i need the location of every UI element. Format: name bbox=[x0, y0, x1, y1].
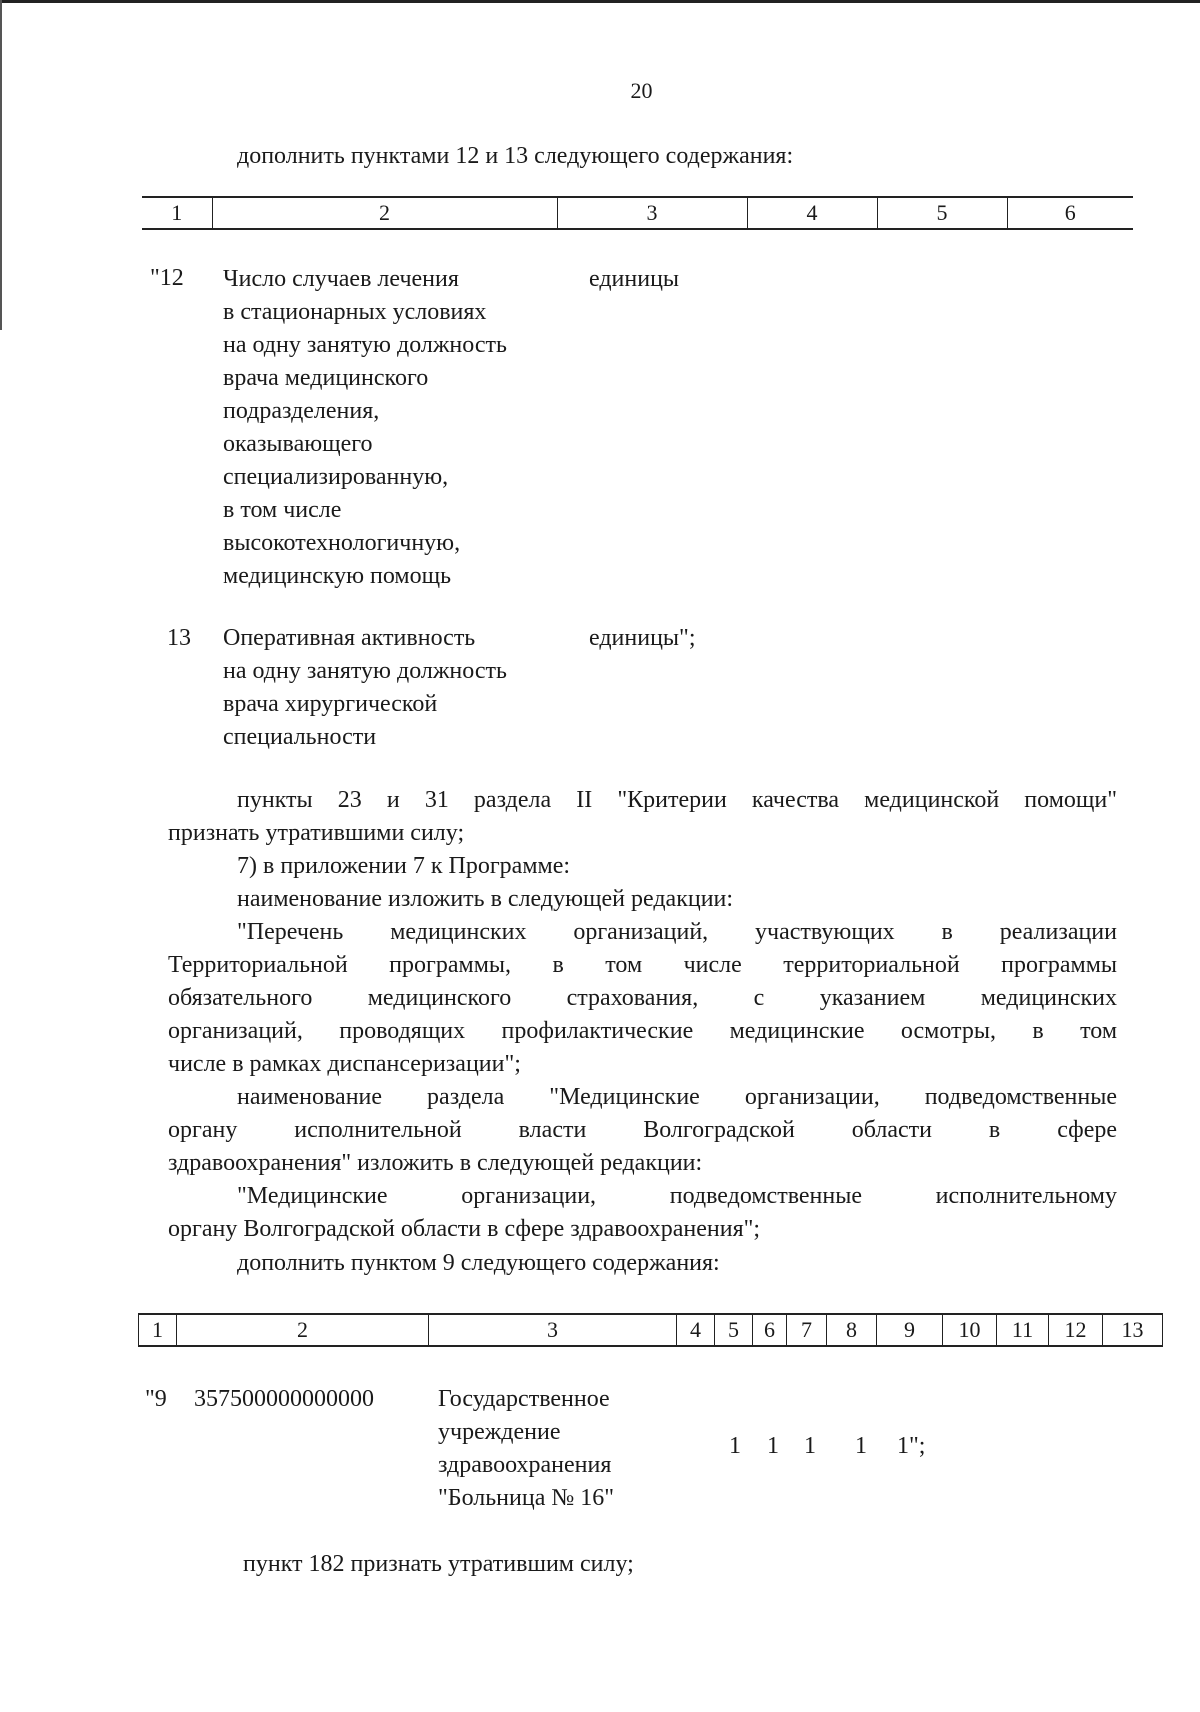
final-line: пункт 182 признать утратившим силу; bbox=[243, 1551, 634, 1577]
intro-line: дополнить пунктами 12 и 13 следующего содержания: bbox=[237, 143, 794, 169]
item-7: 7) в приложении 7 к Программе: bbox=[237, 853, 571, 879]
table2-col-header: 3 bbox=[429, 1314, 677, 1346]
row13-number: 13 bbox=[167, 625, 191, 651]
perechen-line2: Территориальной программы, в том числе территориальной программы bbox=[168, 952, 1117, 978]
table2-col-header: 13 bbox=[1103, 1314, 1163, 1346]
table1-col-header: 1 bbox=[142, 197, 212, 229]
table2-col-header: 7 bbox=[787, 1314, 827, 1346]
table1-col-header: 3 bbox=[557, 197, 747, 229]
section-name-line3: здравоохранения" изложить в следующей редакции: bbox=[168, 1150, 703, 1176]
med-orgs-line2: органу Волгоградской области в сфере здравоохранения"; bbox=[168, 1216, 761, 1242]
perechen-line5: числе в рамках диспансеризации"; bbox=[168, 1051, 521, 1077]
row9-code: 357500000000000 bbox=[194, 1386, 374, 1412]
row9-col4: 1 bbox=[729, 1433, 741, 1459]
section-name-line1: наименование раздела "Медицинские организации, подведомственные bbox=[237, 1084, 1117, 1110]
row9-col5: 1 bbox=[767, 1433, 779, 1459]
row13-unit: единицы"; bbox=[589, 625, 696, 651]
table2-header bbox=[138, 1313, 1163, 1347]
table2-col-header: 11 bbox=[997, 1314, 1049, 1346]
row13-name: Оперативная активность на одну занятую должность врача хирургической специальности bbox=[223, 625, 507, 750]
table2-col-header: 10 bbox=[943, 1314, 997, 1346]
table2-col-header: 6 bbox=[753, 1314, 787, 1346]
table2-col-header: 1 bbox=[139, 1314, 177, 1346]
table2-col-header: 12 bbox=[1049, 1314, 1103, 1346]
table1-col-header: 6 bbox=[1007, 197, 1133, 229]
table1-col-header: 2 bbox=[212, 197, 557, 229]
row12-number: "12 bbox=[150, 265, 184, 291]
perechen-line3: обязательного медицинского страхования, с указанием медицинских bbox=[168, 985, 1117, 1011]
table2-col-header: 2 bbox=[177, 1314, 429, 1346]
section-name-line2: органу исполнительной власти Волгоградской области в сфере bbox=[168, 1117, 1117, 1143]
row12-name: Число случаев лечения в стационарных условиях на одну занятую должность врача медицинского подразделения, оказывающего специализированную, в том числе высокотехнологичную, медицинскую помощь bbox=[223, 266, 507, 589]
row9-name: Государственное учреждение здравоохранения "Больница № 16" bbox=[438, 1386, 615, 1511]
scan-edge-top bbox=[0, 0, 1200, 3]
table2-col-header: 4 bbox=[677, 1314, 715, 1346]
para-23-31-line2: признать утратившими силу; bbox=[168, 820, 465, 846]
table2-col-header: 8 bbox=[827, 1314, 877, 1346]
row9-col7: 1 bbox=[855, 1433, 867, 1459]
row9-col8: 1"; bbox=[897, 1433, 926, 1459]
table1-header bbox=[142, 196, 1133, 230]
page-number: 20 bbox=[630, 78, 653, 103]
table1-header-row bbox=[142, 197, 1133, 229]
name-edit: наименование изложить в следующей редакции: bbox=[237, 886, 734, 912]
table1-col-header: 4 bbox=[747, 197, 877, 229]
perechen-line1: "Перечень медицинских организаций, участвующих в реализации bbox=[237, 919, 1117, 945]
table2-header-row bbox=[139, 1314, 1163, 1346]
table2-col-header: 5 bbox=[715, 1314, 753, 1346]
add-point9: дополнить пунктом 9 следующего содержания: bbox=[237, 1250, 720, 1276]
row9-number: "9 bbox=[145, 1386, 167, 1412]
perechen-line4: организаций, проводящих профилактические медицинские осмотры, в том bbox=[168, 1018, 1117, 1044]
row12-unit: единицы bbox=[589, 266, 680, 292]
scan-edge-left bbox=[0, 0, 2, 330]
row9-col6: 1 bbox=[804, 1433, 816, 1459]
med-orgs-line1: "Медицинские организации, подведомственные исполнительному bbox=[237, 1183, 1117, 1209]
table1-col-header: 5 bbox=[877, 197, 1007, 229]
para-23-31-line1: пункты 23 и 31 раздела II "Критерии качества медицинской помощи" bbox=[237, 787, 1117, 813]
table2-col-header: 9 bbox=[877, 1314, 943, 1346]
